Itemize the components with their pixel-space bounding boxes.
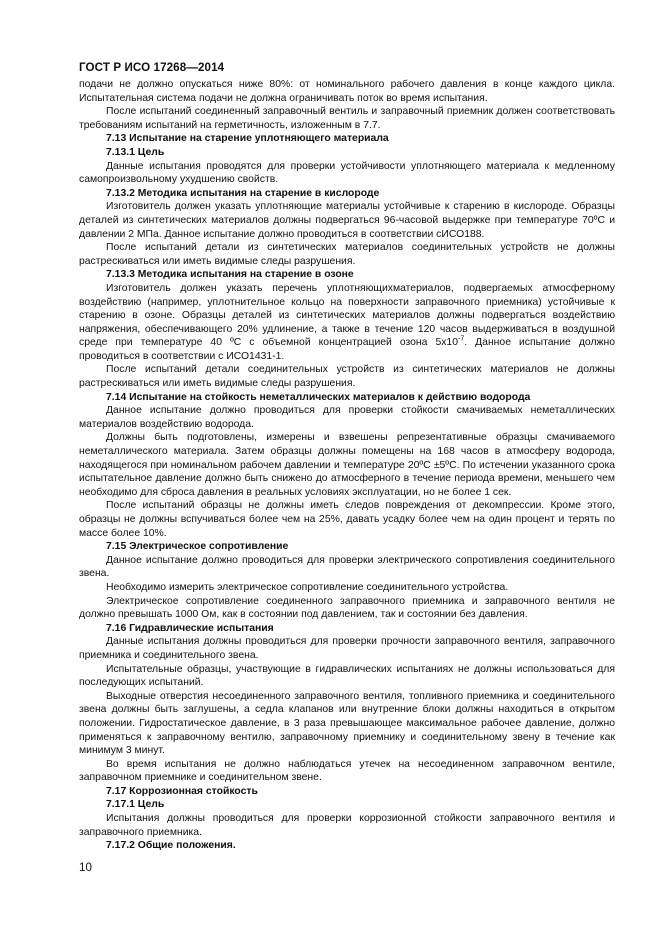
document-body (79, 78, 615, 853)
section-heading: 7.13.3 Методика испытания на старение в озоне (106, 269, 354, 281)
paragraph: После испытаний соединенный заправочный вентиль и заправочный приемник должен соответствовать требованиям испытаний на герметичность, изложенным в 7.7. (79, 106, 615, 131)
paragraph: подачи не должно опускаться ниже 80%: от номинального рабочего давления в конце каждого цикла. Испытательная система подачи не должна ограничивать поток во время испытания. (79, 79, 615, 104)
paragraph: Данные испытания проводятся для проверки устойчивости уплотняющего материала к медленному самопроизвольному ухудшению свойств. (79, 160, 615, 186)
section-heading: 7.16 Гидравлические испытания (106, 622, 274, 634)
section-heading: 7.17 Коррозионная стойкость (106, 785, 258, 797)
paragraph: Должны быть подготовлены, измерены и взвешены репрезентативные образцы смачиваемого неметаллического материала. Затем образцы должны помещены на 168 часов в атмосферу водорода, находящегося при номинальном рабочем давлении и температуре 20ºC ±5ºC. По истечении указанного срока испытательное давление должно быть снижено до атмосферного в течение периода времени, меньшего чем необходимо для сброса давления в реальных условиях эксплуатации, но не более 1 сек. (79, 432, 615, 498)
section-heading: 7.14 Испытание на стойкость неметаллических материалов к действию водорода (106, 391, 531, 403)
paragraph: Данное испытание должно проводиться для проверки стойкости смачиваемых неметаллических материалов воздействию водорода. (79, 405, 615, 430)
page-number: 10 (79, 861, 92, 874)
paragraph: Испытательные образцы, участвующие в гидравлических испытаниях не должны использоваться для последующих испытаний. (79, 663, 615, 689)
section-heading: 7.13 Испытание на старение уплотняющего материала (106, 133, 389, 145)
paragraph: После испытаний детали соединительных устройств из синтетических материалов не должны растрескиваться или иметь видимые следы разрушения. (79, 364, 615, 390)
paragraph: Выходные отверстия несоединенного заправочного вентиля, топливного приемника и соединительного звена должны быть заглушены, а седла клапанов или внутренние блоки должны находиться в открытом положении. Гидростатическое давление, в 3 раза превышающее максимальное рабочее давление, должно применяться к заправочному вентилю, заправочному приемнику и соединительному звену в течение как минимум 3 минут. (79, 690, 615, 757)
section-heading: 7.13.2 Методика испытания на старение в кислороде (106, 187, 380, 199)
section-heading: 7.13.1 Цель (106, 146, 165, 158)
section-heading: 7.17.2 Общие положения. (106, 840, 236, 852)
document-header: ГОСТ Р ИСО 17268—2014 (79, 61, 225, 74)
paragraph: Электрическое сопротивление соединенного заправочного приемника и заправочного вентиля не должно превышать 1000 Ом, как в состоянии под давлением, так и состоянии без давления. (79, 595, 615, 621)
paragraph: Изготовитель должен указать уплотняющие материалы устойчивые к старению в кислороде. Образцы деталей из синтетических материалов должны подвергаться 96-часовой выдержке при температуре 70ºC и давлении 2 МПа. Данное испытание должно проводиться в соответствии сИСО188. (79, 201, 615, 240)
section-heading: 7.15 Электрическое сопротивление (106, 541, 289, 553)
superscript: -7 (458, 335, 465, 343)
paragraph: Во время испытания не должно наблюдаться утечек на несоединенном заправочном вентиле, заправочном приемнике и соединительном звене. (79, 758, 615, 784)
section-heading: 7.17.1 Цель (106, 799, 165, 811)
paragraph: Данное испытание должно проводиться для проверки электрического сопротивления соединительного звена. (79, 554, 615, 580)
paragraph: Изготовитель должен указать перечень уплотняющихматериалов, подвергаемых атмосферному воздействию (например, уплотнительное кольцо на поверхности заправочного приемника) устойчивые к старению в озоне. Образцы деталей из синтетических материалов должны подвергаться воздействию напряжения, обеспечивающего 20% удлинение, а также в течение 120 часов выдерживаться в воздушной среде при температуре 40 ºC с объемной концентрацией озона $5x10^{-7}$. Данное испытание должно проводиться в соответствии с ИСО1431-1. (79, 282, 615, 362)
paragraph: После испытаний образцы не должны иметь следов повреждения от декомпрессии. Кроме этого, образцы не должны вспучиваться более чем на 25%, давать усадку более чем на один процент и терять по массе более 10%. (79, 500, 615, 539)
paragraph: Испытания должны проводиться для проверки коррозионной стойкости заправочного вентиля и заправочного приемника. (79, 813, 615, 838)
paragraph: Данные испытания должны проводиться для проверки прочности заправочного вентиля, заправочного приемника и соединительного звена. (79, 636, 615, 661)
paragraph: Необходимо измерить электрическое сопротивление соединительного устройства. (106, 581, 509, 593)
paragraph: После испытаний детали из синтетических материалов соединительных устройств не должны растрескиваться или иметь видимые следы разрушения. (79, 242, 615, 267)
